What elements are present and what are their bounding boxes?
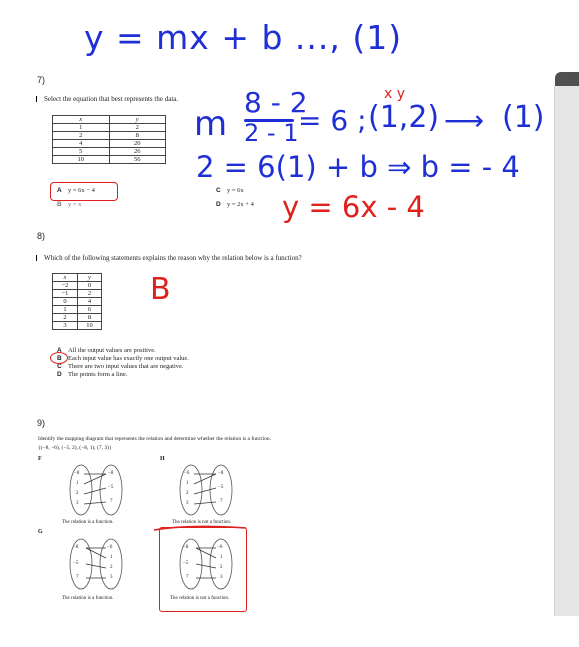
mapping-diagram-h[interactable]: −6 1 2 3 −8 −5 7 — [176, 462, 236, 518]
handwritten-slope-denominator: 2 - 1 — [244, 119, 299, 147]
option-g-label: G — [38, 529, 43, 535]
question-9-prompt: Identify the mapping diagram that represents the relation and determine whether the relation is a function. — [38, 436, 272, 442]
viewer-edge — [554, 86, 579, 616]
table-row: 0 4 — [53, 298, 102, 306]
mapping-diagram-f[interactable]: −8 1 2 3 −8 −5 7 — [66, 462, 126, 518]
q8-choice-c[interactable]: C There are two input values that are negative. — [57, 363, 184, 370]
question-9-number: 9) — [37, 418, 46, 428]
caption-f: The relation is a function. — [62, 520, 114, 525]
q7-choice-c[interactable]: C y = 6x — [216, 187, 244, 194]
handwritten-reference: (1) — [502, 100, 545, 135]
q8-header-y: y — [77, 274, 101, 282]
q7-header-y: y — [109, 116, 166, 124]
q7-header-x: x — [53, 116, 110, 124]
table-row: −2 0 — [53, 282, 102, 290]
caption-g: The relation is a function. — [62, 596, 114, 601]
handwritten-slope-numerator: 8 - 2 — [244, 86, 308, 119]
handwritten-final-equation: y = 6x - 4 — [282, 190, 425, 224]
table-row: −1 2 — [53, 290, 102, 298]
table-row: 1 6 — [53, 306, 102, 314]
handwritten-arrow: ⟶ — [444, 104, 485, 137]
handwritten-slope-intercept: y = mx + b ..., (1) — [84, 18, 403, 57]
q7-choice-b[interactable]: B y = x — [57, 201, 82, 208]
viewer-edge-tab — [555, 72, 579, 86]
mapping-diagram-g[interactable]: −8 −5 7 −6 1 2 3 — [66, 536, 126, 592]
caption-j: The relation is not a function. — [170, 596, 230, 601]
option-h-label: H — [160, 456, 165, 462]
q8-choice-b[interactable]: B Each input value has exactly one output value. — [57, 355, 189, 362]
q8-choice-a[interactable]: A All the output values are positive. — [57, 347, 156, 354]
handwritten-point: (1,2) — [368, 100, 440, 135]
handwritten-answer-b: B — [150, 272, 171, 307]
question-8-number: 8) — [37, 231, 46, 241]
question-marker — [36, 96, 37, 102]
q7-choice-d[interactable]: D y = 2x + 4 — [216, 201, 254, 208]
option-f-label: F — [38, 456, 42, 462]
q7-data-table — [52, 115, 166, 164]
handwritten-m: m — [194, 104, 228, 144]
handwritten-slope-result: = 6 ; — [298, 104, 367, 137]
handwritten-xy-marks: x y — [384, 86, 406, 102]
q8-data-table — [52, 273, 102, 330]
q8-choice-d[interactable]: D The points form a line. — [57, 371, 128, 378]
table-row: 3 10 — [53, 322, 102, 330]
handwritten-solve-line: 2 = 6(1) + b ⇒ b = - 4 — [196, 150, 520, 184]
q8-header-x: x — [53, 274, 78, 282]
question-7-number: 7) — [37, 75, 46, 85]
question-7-prompt: Select the equation that best represents the data. — [44, 95, 179, 103]
answer-circle-mark — [50, 352, 68, 364]
table-row: 2 8 — [53, 314, 102, 322]
table-row: 5 26 — [53, 148, 166, 156]
table-row: 4 20 — [53, 140, 166, 148]
table-row: 10 56 — [53, 156, 166, 164]
question-8-prompt: Which of the following statements explains the reason why the relation below is a function? — [44, 254, 302, 262]
caption-h: The relation is not a function. — [172, 520, 232, 525]
mapping-diagram-j[interactable]: −8 −5 7 −6 1 2 3 — [176, 536, 236, 592]
question-marker — [36, 255, 37, 261]
q7-choice-a[interactable]: A y = 6x − 4 — [57, 187, 95, 194]
question-9-set: {(−8, −6), (−5, 2), (−8, 1), (7, 3)} — [38, 445, 112, 451]
table-row: 1 2 — [53, 124, 166, 132]
table-row: 2 8 — [53, 132, 166, 140]
